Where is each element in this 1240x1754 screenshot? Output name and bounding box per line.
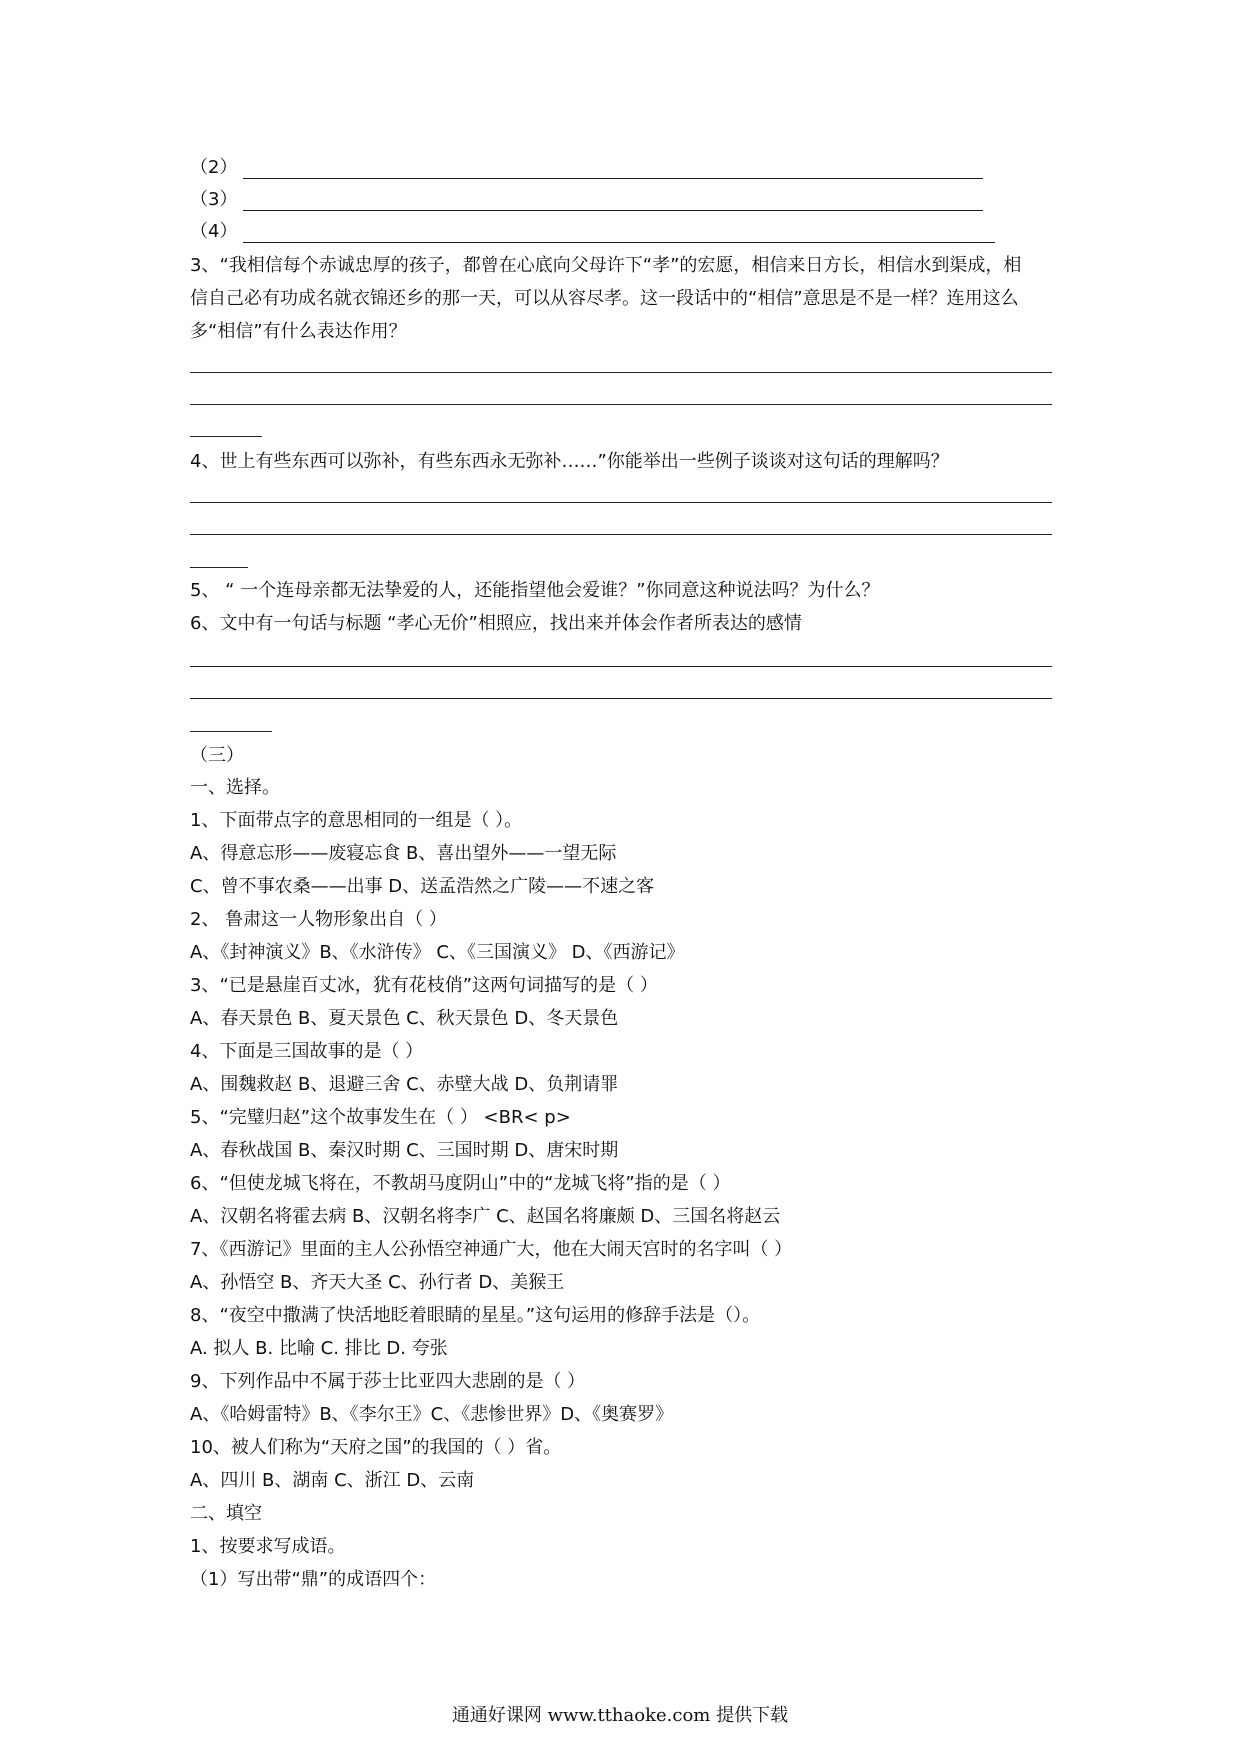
answer-blank[interactable] (243, 226, 995, 243)
quiz-line: 4、下面是三国故事的是（ ） (190, 1041, 424, 1062)
quiz-line: 1、下面带点字的意思相同的一组是（ ）。 (190, 810, 523, 831)
answer-line[interactable] (190, 666, 1052, 667)
quiz-line: A、汉朝名将霍去病 B、汉朝名将李广 C、赵国名将廉颇 D、三国名将赵云 (190, 1206, 781, 1227)
quiz-line: A、《哈姆雷特》B、《李尔王》C、《悲惨世界》D、《奥赛罗》 (190, 1404, 674, 1425)
page-footer: 通通好课网 www.tthaoke.com 提供下载 (451, 1705, 789, 1726)
quiz-line: A、孙悟空 B、齐天大圣 C、孙行者 D、美猴王 (190, 1272, 565, 1293)
question-5: 5、 “ 一个连母亲都无法挚爱的人，还能指望他会爱谁？”你同意这种说法吗？为什么？ (190, 580, 880, 601)
quiz-line: 3、“已是悬崖百丈冰，犹有花枝俏”这两句词描写的是（ ） (190, 975, 658, 996)
quiz-line: A、四川 B、湖南 C、浙江 D、云南 (190, 1470, 475, 1491)
answer-line[interactable] (190, 436, 262, 437)
question-3-line-3: 多“相信”有什么表达作用？ (190, 321, 407, 342)
answer-line[interactable] (190, 534, 1052, 535)
answer-line[interactable] (190, 567, 248, 568)
quiz-line: A、围魏救赵 B、退避三舍 C、赤壁大战 D、负荆请罪 (190, 1074, 619, 1095)
question-3-line-2: 信自己必有功成名就衣锦还乡的那一天，可以从容尽孝。这一段话中的“相信”意思是不是一样？连用这么 (190, 288, 1019, 309)
answer-blank[interactable] (243, 194, 983, 211)
quiz-line: 7、《西游记》里面的主人公孙悟空神通广大，他在大闹天宫时的名字叫（ ） (190, 1239, 793, 1260)
quiz-line: （1）写出带“鼎”的成语四个： (190, 1569, 437, 1590)
answer-line[interactable] (190, 502, 1052, 503)
part-heading: 一、选择。 (190, 777, 280, 798)
quiz-line: 8、“夜空中撒满了快活地眨着眼睛的星星。”这句运用的修辞手法是（）。 (190, 1305, 761, 1326)
quiz-line: A. 拟人 B. 比喻 C. 排比 D. 夸张 (190, 1338, 448, 1359)
answer-label: （2） (190, 157, 238, 178)
answer-item-4 (190, 221, 995, 243)
question-3-line-1: 3、“我相信每个赤诚忠厚的孩子，都曾在心底向父母许下“孝”的宏愿，相信来日方长，相信水到渠成，相 (190, 255, 1022, 276)
answer-label: （4） (190, 221, 238, 242)
quiz-line: A、春秋战国 B、秦汉时期 C、三国时期 D、唐宋时期 (190, 1140, 619, 1161)
answer-line[interactable] (190, 404, 1052, 405)
quiz-line: A、《封神演义》B、《水浒传》 C、《三国演义》 D、《西游记》 (190, 942, 685, 963)
question-4: 4、世上有些东西可以弥补，有些东西永无弥补……”你能举出一些例子谈谈对这句话的理解吗？ (190, 451, 949, 472)
quiz-line: 二、填空 (190, 1503, 262, 1524)
answer-line[interactable] (190, 372, 1052, 373)
quiz-line: 5、“完璧归赵”这个故事发生在（ ） <BR< p> (190, 1107, 571, 1128)
quiz-line: 2、 鲁肃这一人物形象出自（ ） (190, 909, 447, 930)
quiz-line: 6、“但使龙城飞将在，不教胡马度阴山”中的“龙城飞将”指的是（ ） (190, 1173, 731, 1194)
quiz-line: 10、被人们称为“天府之国”的我国的（ ）省。 (190, 1437, 562, 1458)
answer-blank[interactable] (243, 162, 983, 179)
quiz-line: A、春天景色 B、夏天景色 C、秋天景色 D、冬天景色 (190, 1008, 619, 1029)
quiz-line: C、曾不事农桑——出事 D、送孟浩然之广陵——不速之客 (190, 876, 655, 897)
answer-line[interactable] (190, 731, 272, 732)
answer-item-2 (190, 157, 983, 179)
question-6: 6、文中有一句话与标题 “孝心无价”相照应，找出来并体会作者所表达的感情 (190, 613, 802, 634)
quiz-line: A、得意忘形——废寝忘食 B、喜出望外——一望无际 (190, 843, 617, 864)
answer-item-3 (190, 189, 983, 211)
section-heading: （三） (190, 745, 244, 766)
quiz-line: 1、按要求写成语。 (190, 1536, 346, 1557)
answer-line[interactable] (190, 698, 1052, 699)
quiz-line: 9、下列作品中不属于莎士比亚四大悲剧的是（ ） (190, 1371, 586, 1392)
answer-label: （3） (190, 189, 238, 210)
